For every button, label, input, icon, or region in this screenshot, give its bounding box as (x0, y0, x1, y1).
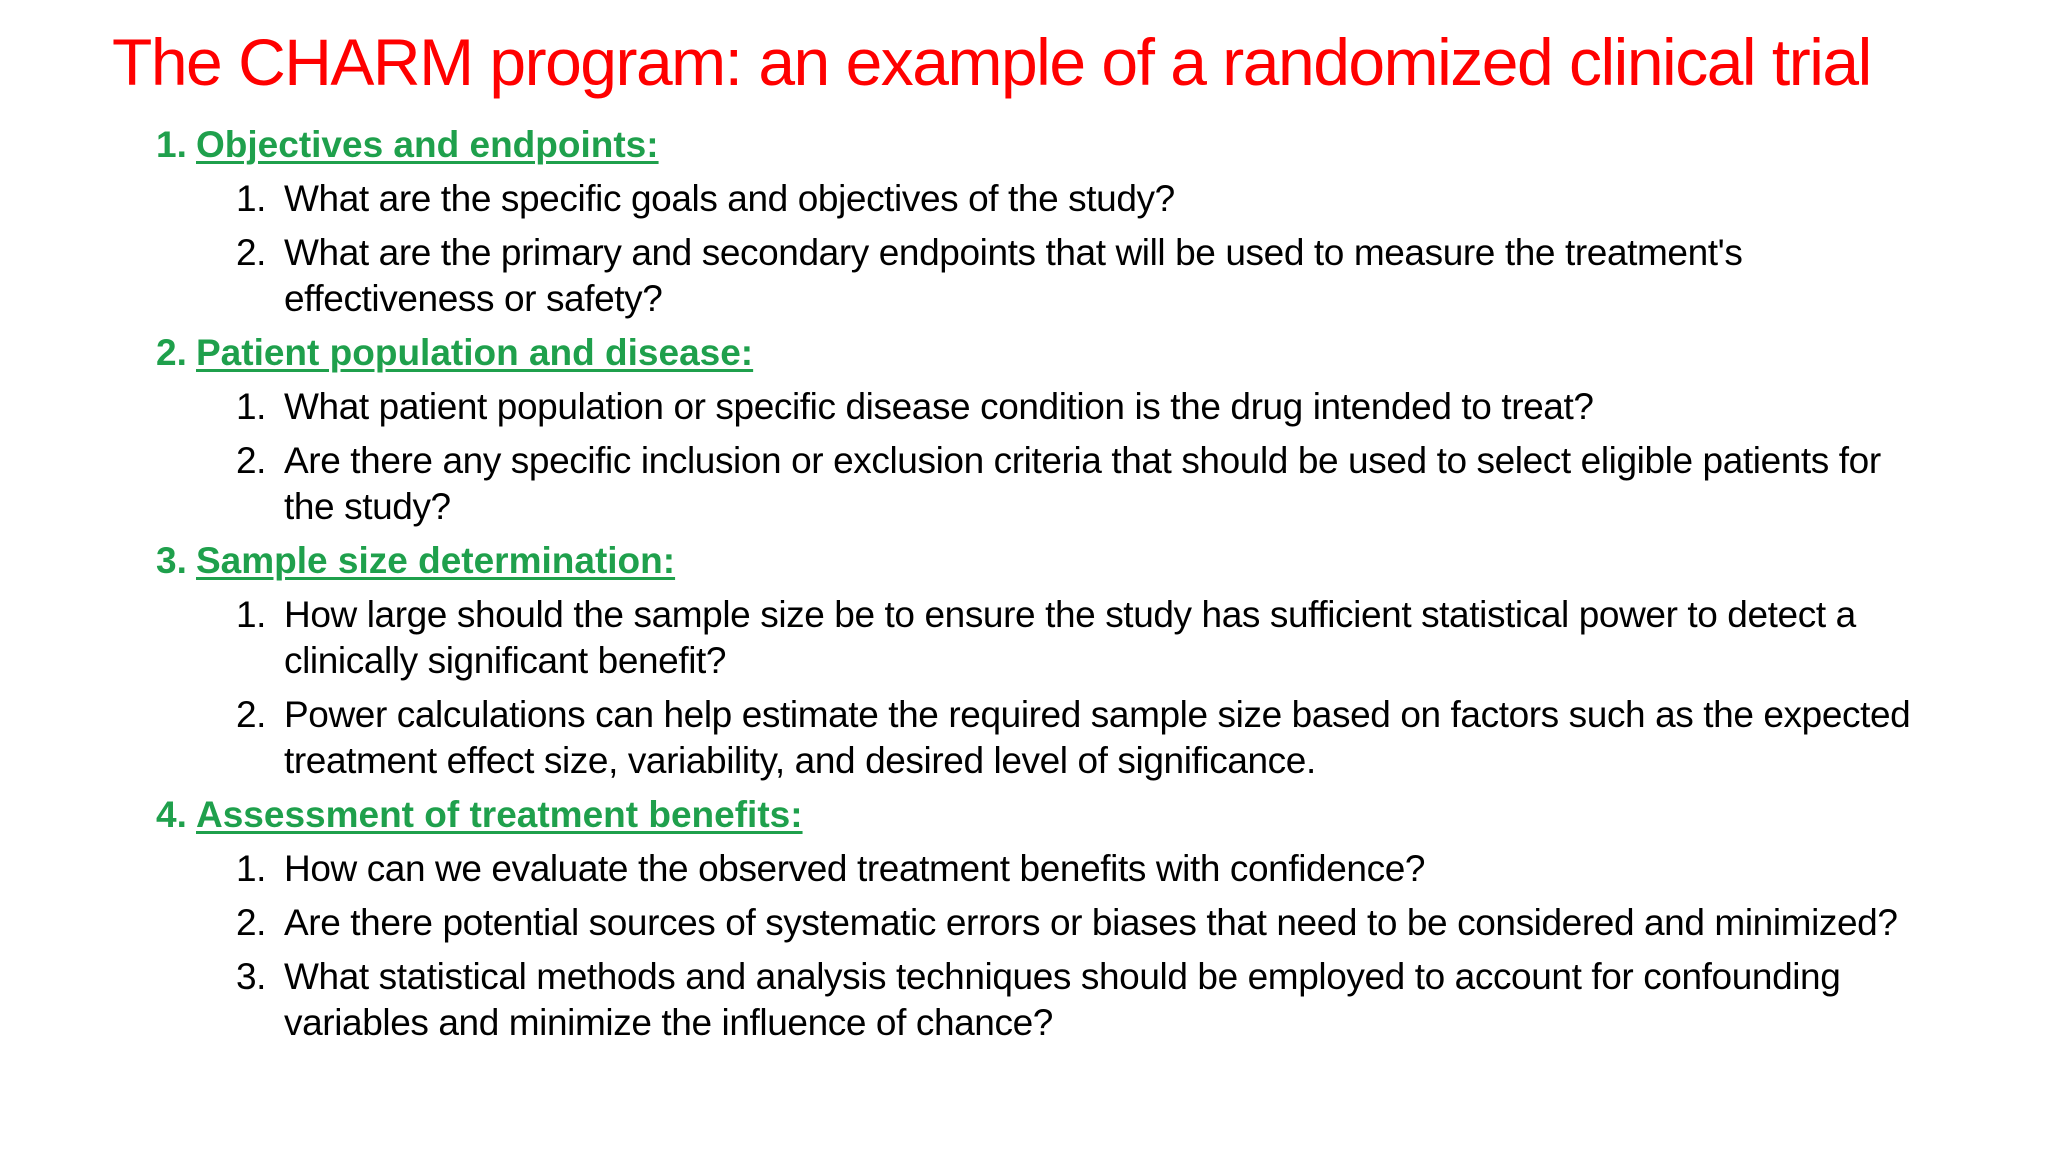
section-title: Sample size determination: (196, 540, 676, 581)
item-number: 1. (236, 848, 267, 889)
list-item (236, 226, 1926, 326)
item-text: What are the primary and secondary endpoints that will be used to measure the treatment's effectiveness or safety? (284, 232, 1743, 319)
section-number: 4. (156, 794, 187, 835)
section-title: Patient population and disease: (196, 332, 754, 373)
item-text: What are the specific goals and objectives of the study? (284, 178, 1175, 219)
item-text: How large should the sample size be to ensure the study has sufficient statistical power to detect a clinically significant benefit? (284, 594, 1856, 681)
section-heading (156, 326, 2016, 380)
item-number: 2. (236, 694, 267, 735)
section-title: Objectives and endpoints: (196, 124, 659, 165)
list-item (236, 842, 1926, 896)
section-number: 3. (156, 540, 187, 581)
item-text: Power calculations can help estimate the required sample size based on factors such as the expected treatment effect size, variability, and desired level of significance. (284, 694, 1911, 781)
item-number: 3. (236, 956, 267, 997)
item-number: 1. (236, 386, 267, 427)
item-text: What statistical methods and analysis techniques should be employed to account for confounding variables and minimize the influence of chance? (284, 956, 1841, 1043)
item-number: 2. (236, 902, 267, 943)
list-item (236, 434, 1926, 534)
item-number: 2. (236, 440, 267, 481)
slide-title: The CHARM program: an example of a randomized clinical trial (112, 25, 1871, 99)
section-treatment-benefits (156, 788, 2016, 1050)
list-item (236, 172, 1926, 226)
section-number: 1. (156, 124, 187, 165)
section-heading (156, 788, 2016, 842)
item-text: How can we evaluate the observed treatment benefits with confidence? (284, 848, 1426, 889)
item-text: What patient population or specific disease condition is the drug intended to treat? (284, 386, 1594, 427)
list-item (236, 950, 1926, 1050)
item-text: Are there any specific inclusion or exclusion criteria that should be used to select eligible patients for the study? (284, 440, 1881, 527)
item-number: 1. (236, 594, 267, 635)
item-number: 1. (236, 178, 267, 219)
item-number: 2. (236, 232, 267, 273)
section-heading (156, 118, 2016, 172)
list-item (236, 896, 1926, 950)
list-item (236, 688, 1926, 788)
list-item (236, 588, 1926, 688)
section-title: Assessment of treatment benefits: (196, 794, 803, 835)
section-number: 2. (156, 332, 187, 373)
section-sample-size (156, 534, 2016, 788)
item-text: Are there potential sources of systematic errors or biases that need to be considered and minimized? (284, 902, 1898, 943)
section-objectives (156, 118, 2016, 326)
slide-content (156, 118, 2016, 1050)
section-heading (156, 534, 2016, 588)
section-patient-population (156, 326, 2016, 534)
list-item (236, 380, 1926, 434)
